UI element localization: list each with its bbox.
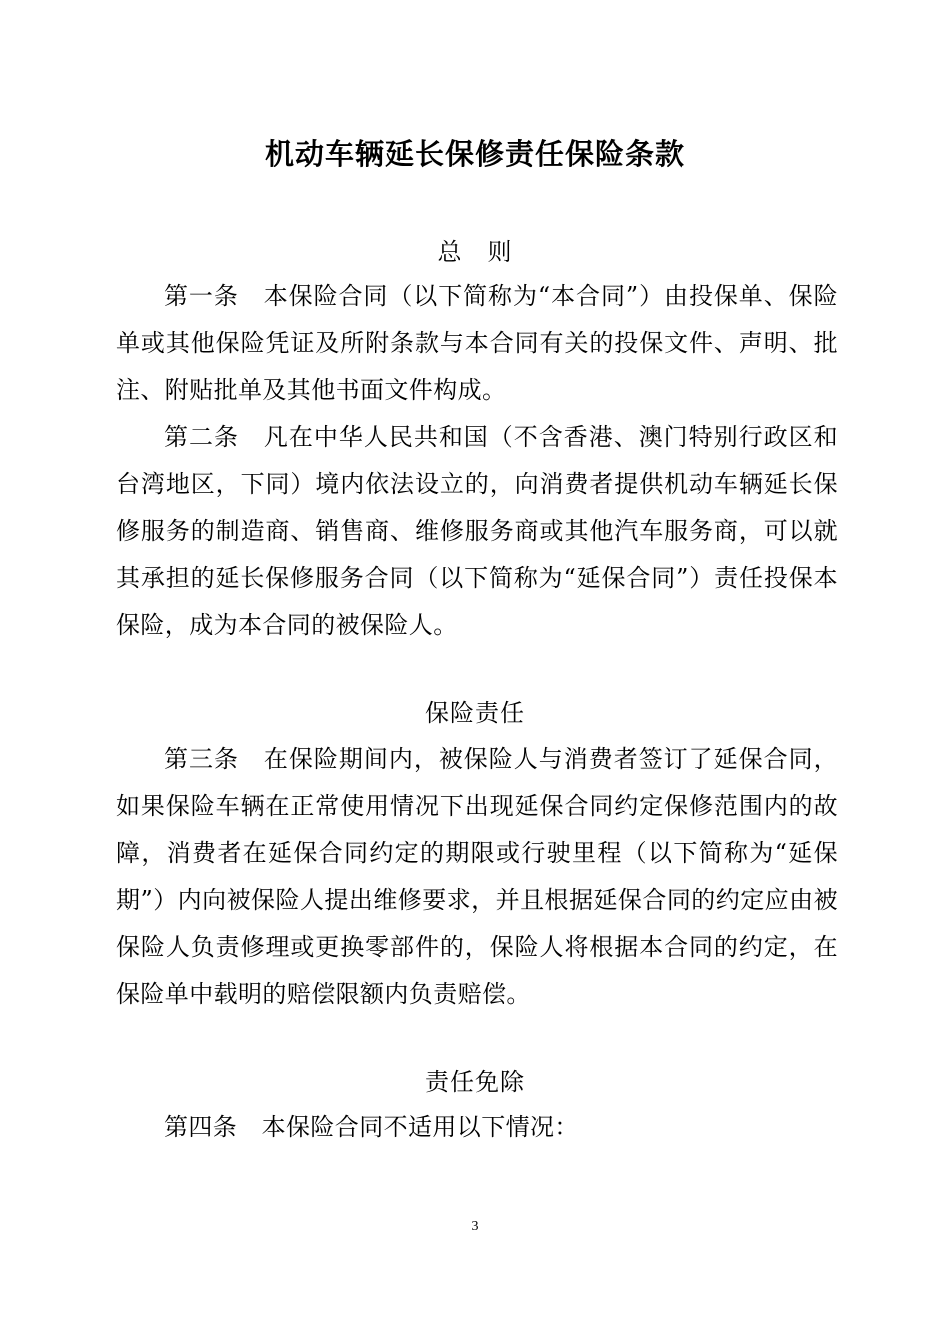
article-3-paragraph: 第三条 在保险期间内，被保险人与消费者签订了延保合同，如果保险车辆在正常使用情况下出现延保合同约定保修范围内的故障，消费者在延保合同约定的期限或行驶里程（以下简称为“延保期”）内向被保险人提出维修要求，并且根据延保合同的约定应由被保险人负责修理或更换零部件的，保险人将根据本合同的约定，在保险单中载明的赔偿限额内负责赔偿。 [116,745,838,1008]
document-title: 机动车辆延长保修责任保险条款 [264,137,685,171]
article-1-paragraph: 第一条 本保险合同（以下简称为“本合同”）由投保单、保险单或其他保险凭证及所附条款与本合同有关的投保文件、声明、批注、附贴批单及其他书面文件构成。 [116,282,838,404]
page-number: 3 [471,1219,479,1234]
article-4-paragraph: 第四条 本保险合同不适用以下情况： [164,1113,579,1141]
section-heading-exclusions: 责任免除 [425,1068,525,1096]
article-2-paragraph: 第二条 凡在中华人民共和国（不含香港、澳门特别行政区和台湾地区，下同）境内依法设立的，向消费者提供机动车辆延长保修服务的制造商、销售商、维修服务商或其他汽车服务商，可以就其承担的延长保修服务合同（以下简称为“延保合同”）责任投保本保险，成为本合同的被保险人。 [116,423,838,639]
section-heading-liability: 保险责任 [425,699,525,727]
section-heading-general: 总 则 [437,238,513,266]
